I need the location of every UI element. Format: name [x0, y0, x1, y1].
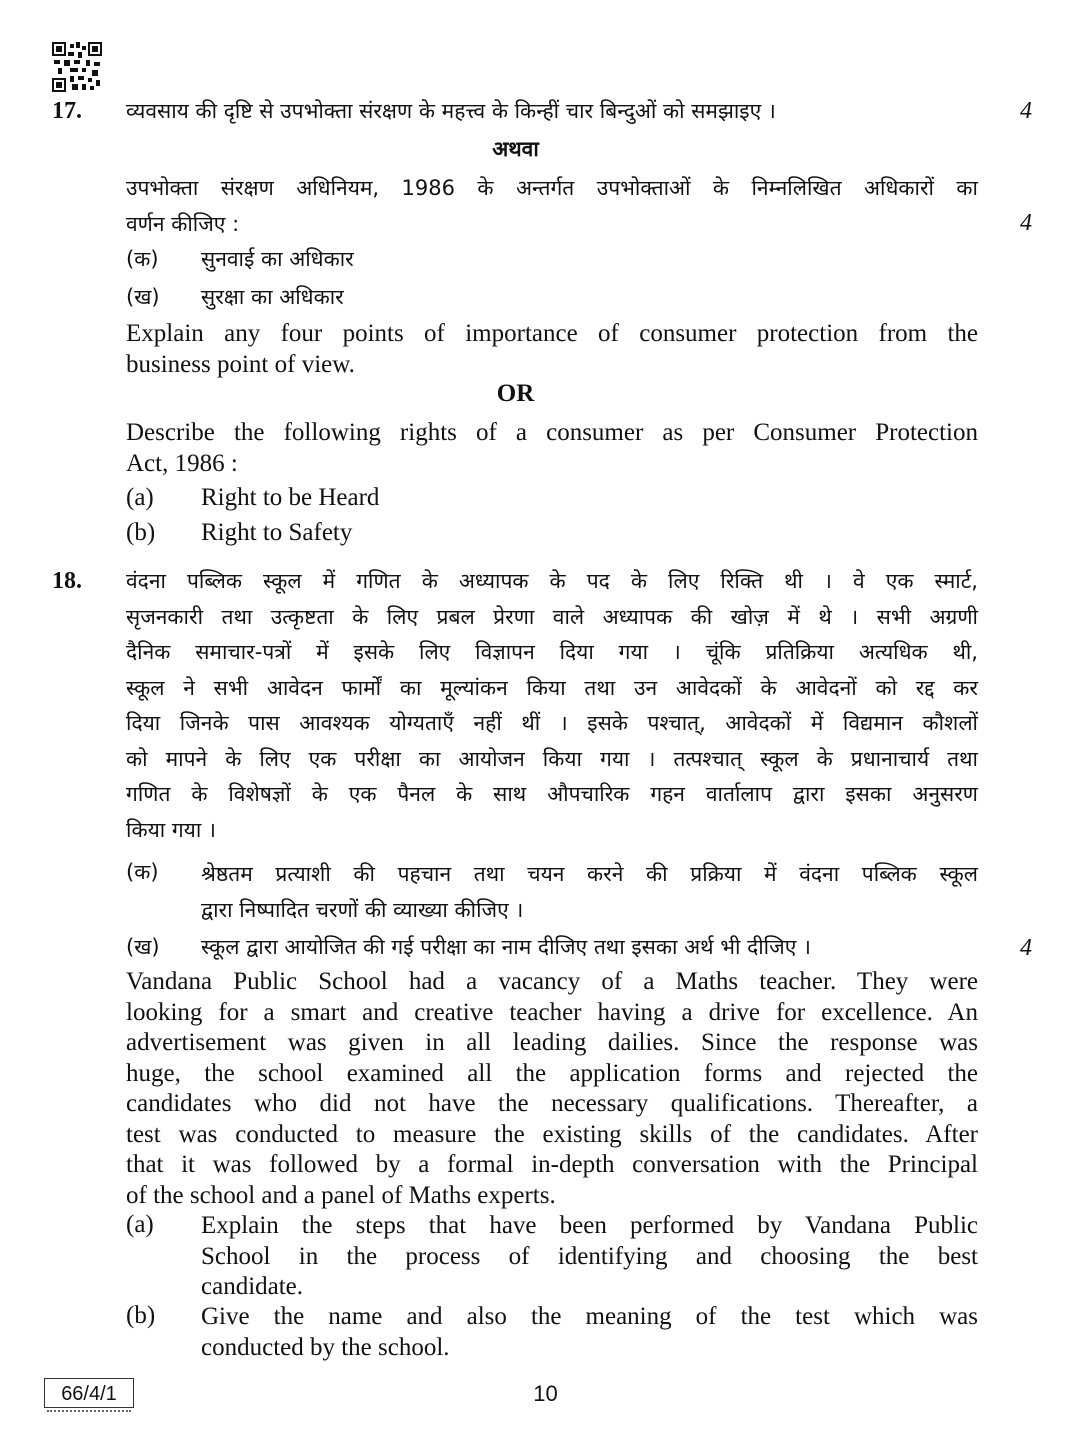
- q18-english-sub-a-line-3: candidate.: [201, 1273, 304, 1300]
- q18-hindi-line-4: स्कूल ने सभी आवेदन फार्मों का मूल्यांकन किया तथा उन आवेदकों के आवेदनों को रद्द कर: [126, 675, 978, 700]
- q18-hindi-sub-a-label: (क): [126, 860, 159, 884]
- q18-hindi-line-5: दिया जिनके पास आवश्यक योग्यताएँ नहीं थीं । इसके पश्चात्, आवेदकों में विद्यमान कौशलों: [126, 711, 978, 735]
- q17-english-question: [126, 319, 978, 380]
- q18-english-sub-a-label: (a): [126, 1211, 154, 1238]
- q17-hindi-item-text-2: सुरक्षा का अधिकार: [201, 285, 344, 309]
- q17-english-or-line-2: Act, 1986 :: [126, 449, 238, 477]
- q18-hindi-sub-a-line-2: द्वारा निष्पादित चरणों की व्याख्या कीजिए ।: [201, 898, 524, 922]
- q18-hindi-line-7: गणित के विशेषज्ञों के एक पैनल के साथ औपचारिक गहन वार्तालाप द्वारा इसका अनुसरण: [126, 782, 978, 806]
- q17-hindi-or-line-2: वर्णन कीजिए :: [126, 212, 240, 236]
- q17-hindi-item-label-2: (ख): [126, 285, 160, 309]
- q17-english-item-label-1: (a): [126, 484, 154, 511]
- q18-hindi-sub-a: [201, 856, 978, 928]
- q17-or-marks: 4: [1020, 210, 1032, 236]
- page-number: 10: [533, 1381, 558, 1406]
- q18-english-line-5: candidates who did not have the necessary qualifications. Thereafter, a: [126, 1090, 978, 1117]
- q17-english-item-text-1: Right to be Heard: [201, 484, 380, 511]
- q17-hindi-or-question: [126, 170, 978, 242]
- q18-hindi-sub-b-text: स्कूल द्वारा आयोजित की गई परीक्षा का नाम दीजिए तथा इसका अर्थ भी दीजिए ।: [201, 935, 811, 959]
- q18-english-line-8: of the school and a panel of Maths experts.: [126, 1181, 556, 1209]
- q18-hindi-sub-a-line-1: श्रेष्ठतम प्रत्याशी की पहचान तथा चयन करने की प्रक्रिया में वंदना पब्लिक स्कूल: [201, 862, 978, 886]
- q18-english-sub-a: [201, 1211, 978, 1303]
- q18-english-line-4: huge, the school examined all the application forms and rejected the: [126, 1059, 978, 1087]
- q18-english-sub-a-line-2: School in the process of identifying and choosing the best: [201, 1242, 978, 1270]
- q18-english-line-6: test was conducted to measure the existing skills of the candidates. After: [126, 1120, 978, 1148]
- or-divider-hindi: अथवा: [492, 137, 539, 161]
- q17-marks: 4: [1020, 98, 1032, 124]
- paper-code: 66/4/1: [44, 1378, 134, 1408]
- q17-hindi-item-label-1: (क): [126, 247, 159, 271]
- q18-marks: 4: [1020, 935, 1032, 961]
- q17-english-line-1: Explain any four points of importance of consumer protection from the: [126, 320, 978, 347]
- q18-english-sub-b-label: (b): [126, 1302, 156, 1329]
- q17-english-or-question: [126, 418, 978, 479]
- q18-hindi-line-6: को मापने के लिए एक परीक्षा का आयोजन किया गया । तत्पश्चात् स्कूल के प्रधानाचार्य तथा: [126, 746, 978, 771]
- question-number-18: 18.: [52, 568, 82, 594]
- q18-english-line-7: that it was followed by a formal in-depth conversation with the Principal: [126, 1151, 978, 1178]
- q18-hindi-line-8: किया गया ।: [126, 817, 216, 842]
- q17-hindi-item-text-1: सुनवाई का अधिकार: [201, 247, 354, 271]
- q18-english-line-2: looking for a smart and creative teacher having a drive for excellence. An: [126, 998, 978, 1026]
- q18-hindi-line-1: वंदना पब्लिक स्कूल में गणित के अध्यापक के पद के लिए रिक्ति थी । वे एक स्मार्ट,: [126, 569, 978, 593]
- q18-english-passage: [126, 967, 978, 1211]
- q18-english-sub-b: [201, 1302, 978, 1363]
- q17-hindi-question: व्यवसाय की दृष्टि से उपभोक्ता संरक्षण के महत्त्व के किन्हीं चार बिन्दुओं को समझाइए ।: [126, 99, 776, 123]
- q18-english-sub-b-line-1: Give the name and also the meaning of the test which was: [201, 1303, 978, 1330]
- q18-hindi-passage: [126, 564, 978, 848]
- q18-english-line-3: advertisement was given in all leading dailies. Since the response was: [126, 1029, 978, 1056]
- qr-code-icon: [52, 42, 102, 92]
- q18-hindi-line-3: दैनिक समाचार-पत्रों में इसके लिए विज्ञापन दिया गया । चूंकि प्रतिक्रिया अत्यधिक थी,: [126, 640, 978, 664]
- q17-english-line-2: business point of view.: [126, 350, 355, 378]
- question-number-17: 17.: [52, 98, 82, 124]
- q18-hindi-sub-b-label: (ख): [126, 935, 160, 959]
- q17-english-item-text-2: Right to Safety: [201, 519, 353, 546]
- q18-hindi-line-2: सृजनकारी तथा उत्कृष्टता के लिए प्रबल प्रेरणा वाले अध्यापक की खोज़ में थे । सभी अग्रणी: [126, 604, 978, 629]
- q18-english-sub-a-line-1: Explain the steps that have been performed by Vandana Public: [201, 1212, 978, 1239]
- q17-english-or-line-1: Describe the following rights of a consumer as per Consumer Protection: [126, 419, 978, 446]
- q17-hindi-or-line-1: उपभोक्ता संरक्षण अधिनियम, 1986 के अन्तर्गत उपभोक्ताओं के निम्नलिखित अधिकारों का: [126, 176, 978, 200]
- q17-english-item-label-2: (b): [126, 519, 156, 546]
- or-divider-english: OR: [496, 380, 535, 407]
- q18-english-sub-b-line-2: conducted by the school.: [201, 1333, 450, 1361]
- q18-english-line-1: Vandana Public School had a vacancy of a Maths teacher. They were: [126, 968, 978, 995]
